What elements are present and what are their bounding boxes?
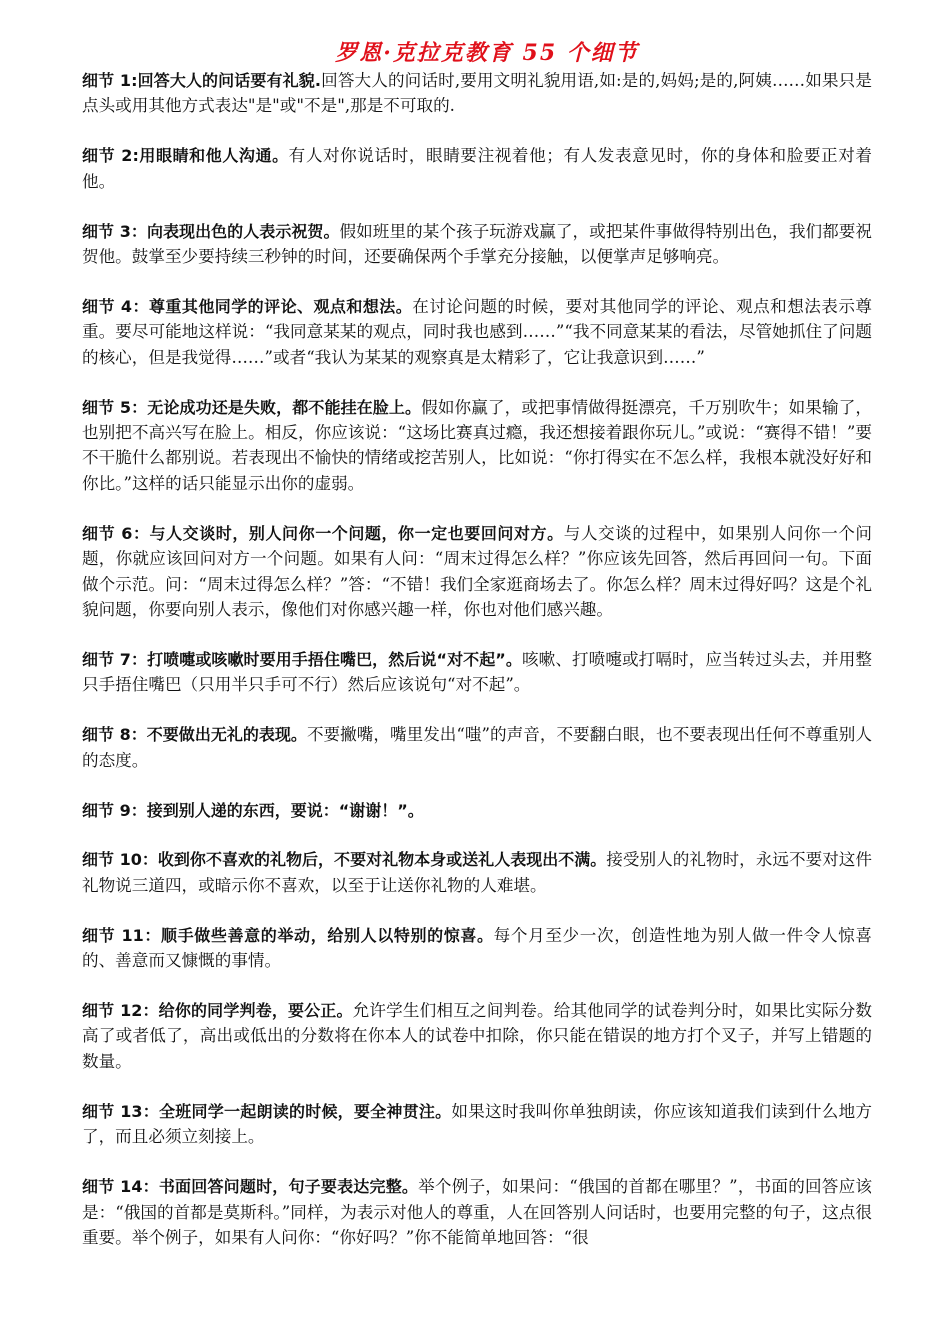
detail-heading: 细节 9：接到别人递的东西，要说：“谢谢！”。 (82, 800, 424, 820)
detail-item-6 (82, 521, 872, 623)
detail-heading: 细节 14：书面回答问题时，句子要表达完整。 (82, 1177, 419, 1197)
detail-heading: 细节 6：与人交谈时，别人问你一个问题，你一定也要回问对方。 (82, 523, 564, 543)
document-title: 罗恩·克拉克教育 55 个细节 (335, 40, 639, 66)
detail-heading: 细节 7：打喷嚏或咳嗽时要用手捂住嘴巴，然后说“对不起”。 (82, 649, 522, 669)
detail-item-8 (82, 722, 872, 773)
detail-body: 咳嗽、打喷嚏或打嗝时，应当转过头去，并用整只手捂住嘴巴（只用半只手可不行）然后应该说句“对不起”。 (82, 649, 872, 695)
detail-body: 允许学生们相互之间判卷。给其他同学的试卷判分时，如果比实际分数高了或者低了，高出或低出的分数将在你本人的试卷中扣除，你只能在错误的地方打个叉子，并写上错题的数量。 (82, 1001, 872, 1071)
detail-heading: 细节 13：全班同学一起朗读的时候，要全神贯注。 (82, 1101, 452, 1121)
detail-list (82, 68, 872, 1250)
detail-body: 假如你赢了，或把事情做得挺漂亮，千万别吹牛；如果输了，也别把不高兴写在脸上。相反，你应该说：“这场比赛真过瘾，我还想接着跟你玩儿。”或说：“赛得不错！”要不干脆什么都别说。若表现出不愉快的情绪或挖苦别人，比如说：“你打得实在不怎么样，我根本就没好好和你比。”这样的话只能显示出你的虚弱。 (82, 397, 872, 493)
detail-body: 接受别人的礼物时，永远不要对这件礼物说三道四，或暗示你不喜欢，以至于让送你礼物的人难堪。 (82, 850, 873, 895)
detail-item-3 (82, 219, 872, 270)
detail-item-7 (82, 647, 872, 698)
detail-item-5 (82, 395, 872, 497)
detail-item-2 (82, 143, 872, 194)
detail-heading: 细节 12：给你的同学判卷，要公正。 (82, 1001, 353, 1021)
detail-body: 每个月至少一次，创造性地为别人做一件令人惊喜的、善意而又慷慨的事情。 (82, 925, 872, 971)
detail-heading: 细节 3：向表现出色的人表示祝贺。 (82, 221, 340, 241)
detail-body: 回答大人的问话时,要用文明礼貌用语,如:是的,妈妈;是的,阿姨……如果只是点头或用其他方式表达"是"或"不是",那是不可取的. (82, 71, 872, 116)
detail-item-14 (82, 1174, 872, 1250)
detail-item-11 (82, 923, 872, 974)
detail-body: 不要撇嘴，嘴里发出“嗤”的声音，不要翻白眼，也不要表现出任何不尊重别人的态度。 (82, 725, 872, 770)
detail-item-4 (82, 294, 872, 370)
detail-body: 有人对你说话时，眼睛要注视着他；有人发表意见时，你的身体和脸要正对着他。 (82, 146, 872, 191)
detail-item-12 (82, 998, 872, 1074)
detail-heading: 细节 1:回答大人的问话要有礼貌. (82, 71, 321, 90)
detail-heading: 细节 4：尊重其他同学的评论、观点和想法。 (82, 296, 413, 316)
detail-item-13 (82, 1099, 872, 1150)
detail-body: 与人交谈的过程中，如果别人问你一个问题，你就应该回问对方一个问题。如果有人问：“周末过得怎么样？”你应该先回答，然后再回问一句。下面做个示范。问：“周末过得怎么样？”答：“不错！我们全家逛商场去了。你怎么样？周末过得好吗？这是个礼貌问题，你要向别人表示，像他们对你感兴趣一样，你也对他们感兴趣。 (82, 523, 872, 619)
detail-item-1 (82, 68, 872, 119)
detail-heading: 细节 2:用眼睛和他人沟通。 (82, 146, 289, 166)
detail-item-10 (82, 847, 872, 898)
detail-body: 假如班里的某个孩子玩游戏赢了，或把某件事做得特别出色，我们都要祝贺他。鼓掌至少要持续三秒钟的时间，还要确保两个手掌充分接触，以便掌声足够响亮。 (82, 221, 872, 267)
detail-heading: 细节 11：顺手做些善意的举动，给别人以特别的惊喜。 (82, 925, 494, 945)
detail-body: 在讨论问题的时候，要对其他同学的评论、观点和想法表示尊重。要尽可能地这样说：“我同意某某的观点，同时我也感到……”“我不同意某某的看法，尽管她抓住了问题的核心，但是我觉得……”或者“我认为某某的观察真是太精彩了，它让我意识到……” (82, 296, 872, 367)
detail-item-9 (82, 798, 872, 823)
document-page (82, 38, 872, 1275)
detail-body: 举个例子，如果问：“俄国的首都在哪里？”，书面的回答应该是：“俄国的首都是莫斯科。”同样，为表示对他人的尊重，人在回答别人问话时，也要用完整的句子，这点很重要。举个例子，如果有人问你：“你好吗？”你不能简单地回答：“很 (82, 1177, 872, 1247)
detail-heading: 细节 8：不要做出无礼的表现。 (82, 725, 307, 745)
detail-body: 如果这时我叫你单独朗读，你应该知道我们读到什么地方了，而且必须立刻接上。 (82, 1101, 872, 1147)
detail-heading: 细节 10：收到你不喜欢的礼物后，不要对礼物本身或送礼人表现出不满。 (82, 850, 607, 870)
detail-heading: 细节 5：无论成功还是失败，都不能挂在脸上。 (82, 397, 422, 417)
